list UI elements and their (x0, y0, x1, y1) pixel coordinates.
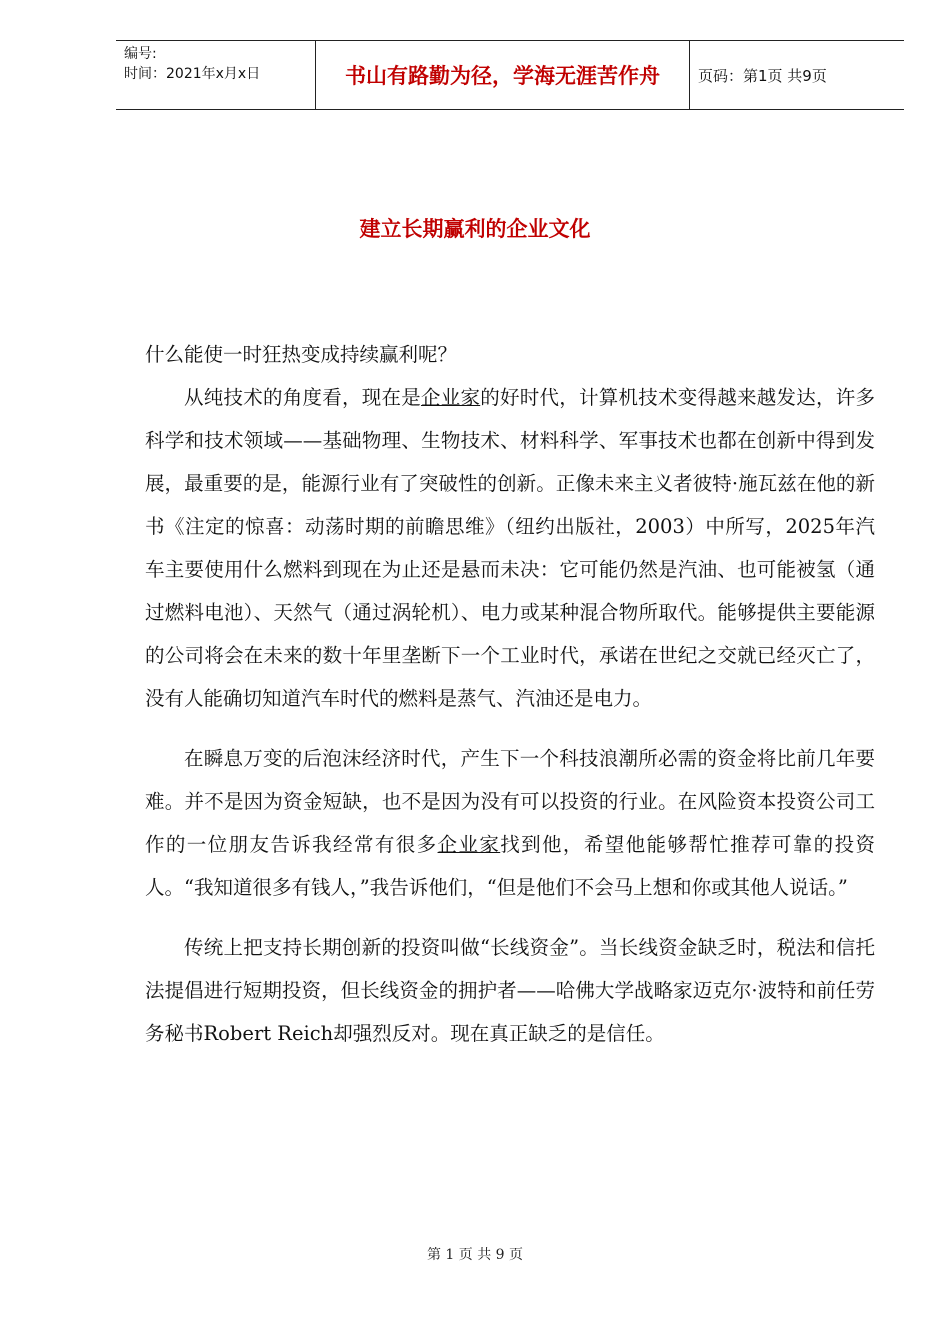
serial-label: 编号: (124, 46, 157, 62)
document-title: 建立长期赢利的企业文化 (359, 217, 591, 241)
header-motto: 书山有路勤为径，学海无涯苦作舟 (316, 41, 690, 109)
entrepreneur-link[interactable]: 企业家 (420, 386, 481, 409)
paragraph-1 (145, 376, 875, 720)
entrepreneur-link-2[interactable]: 企业家 (437, 833, 501, 856)
time-label: 时间：2021年x月x日 (124, 66, 261, 82)
paragraph-1-text-a: 从纯技术的角度看，现在是 (184, 386, 421, 409)
page-footer: 第 1 页 共 9 页 (426, 1247, 524, 1263)
document-body (145, 333, 875, 1055)
paragraph-1-text-b: 的好时代，计算机技术变得越来越发达，许多科学和技术领域——基础物理、生物技术、材料科学、军事技术也都在创新中得到发展，最重要的是，能源行业有了突破性的创新。正像未来主义者彼特·施瓦兹在他的新书《注定的惊喜：动荡时期的前瞻思维》（纽约出版社，2003）中所写，2025年汽车主要使用什么燃料到现在为止还是悬而未决：它可能仍然是汽油、也可能被氢（通过燃料电池）、天然气（通过涡轮机）、电力或某种混合物所取代。能够提供主要能源的公司将会在未来的数十年里垄断下一个工业时代，承诺在世纪之交就已经灭亡了，没有人能确切知道汽车时代的燃料是蒸气、汽油还是电力。 (145, 386, 875, 710)
header-table (116, 40, 904, 110)
paragraph-2-text-b: 找到他，希望他能够帮忙推荐可靠的投资人。“我知道很多有钱人，”我告诉他们，“但是他们不会马上想和你或其他人说话。” (145, 833, 875, 899)
paragraph-2-text-a: 在瞬息万变的后泡沫经济时代，产生下一个科技浪潮所必需的资金将比前几年要难。并不是因为资金短缺，也不是因为没有可以投资的行业。在风险资本投资公司工作的一位朋友告诉我经常有很多 (145, 747, 875, 856)
paragraph-2 (145, 737, 875, 909)
paragraph-question: 什么能使一时狂热变成持续赢利呢？ (145, 343, 458, 366)
header-page-info: 页码：第1页 共9页 (698, 66, 827, 85)
paragraph-3: 传统上把支持长期创新的投资叫做“长线资金”。当长线资金缺乏时，税法和信托法提倡进行短期投资，但长线资金的拥护者——哈佛大学战略家迈克尔·波特和前任劳务秘书Robert Reich却强烈反对。现在真正缺乏的是信任。 (145, 936, 875, 1045)
header-meta-cell (116, 41, 316, 109)
